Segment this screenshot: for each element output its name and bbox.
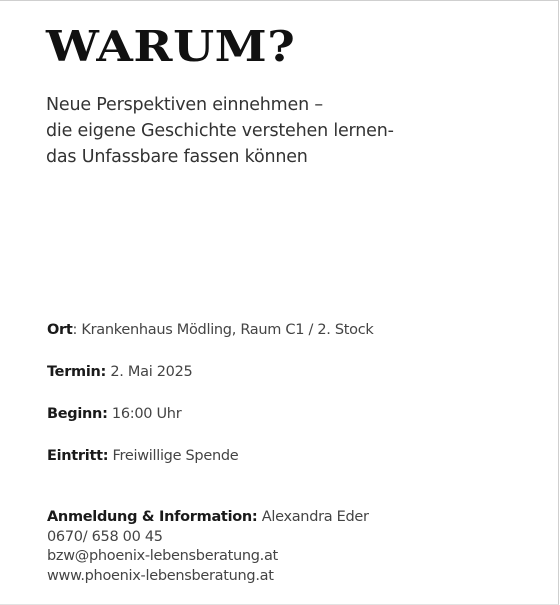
intro-text — [46, 92, 516, 170]
detail-entry-value: Freiwillige Spende — [108, 448, 239, 464]
detail-start-value: 16:00 Uhr — [107, 406, 182, 422]
headline: WARUM? — [46, 22, 296, 71]
intro-line: die eigene Geschichte verstehen lernen- — [46, 121, 394, 141]
detail-entry-label: Eintritt: — [47, 448, 109, 464]
contact-heading — [47, 508, 527, 528]
intro-line: Neue Perspektiven einnehmen – — [46, 95, 323, 115]
detail-date-value: 2. Mai 2025 — [106, 364, 193, 380]
contact-label: Anmeldung & Information: — [47, 509, 258, 525]
detail-location — [47, 320, 527, 362]
detail-entry — [47, 446, 527, 488]
event-details — [47, 320, 527, 488]
intro-line: das Unfassbare fassen können — [46, 147, 308, 167]
detail-date-label: Termin: — [47, 364, 107, 380]
contact-phone[interactable]: 0670/ 658 00 45 — [47, 528, 163, 545]
contact-email[interactable]: bzw@phoenix-lebensberatung.at — [47, 548, 278, 564]
detail-location-label: Ort — [47, 322, 73, 338]
contact-name: Alexandra Eder — [257, 509, 369, 525]
contact-block — [47, 508, 527, 586]
contact-website[interactable]: www.phoenix-lebensberatung.at — [47, 567, 274, 584]
detail-start — [47, 404, 527, 446]
detail-date — [47, 362, 527, 404]
detail-location-value: : Krankenhaus Mödling, Raum C1 / 2. Stock — [72, 322, 374, 338]
detail-start-label: Beginn: — [47, 406, 108, 422]
